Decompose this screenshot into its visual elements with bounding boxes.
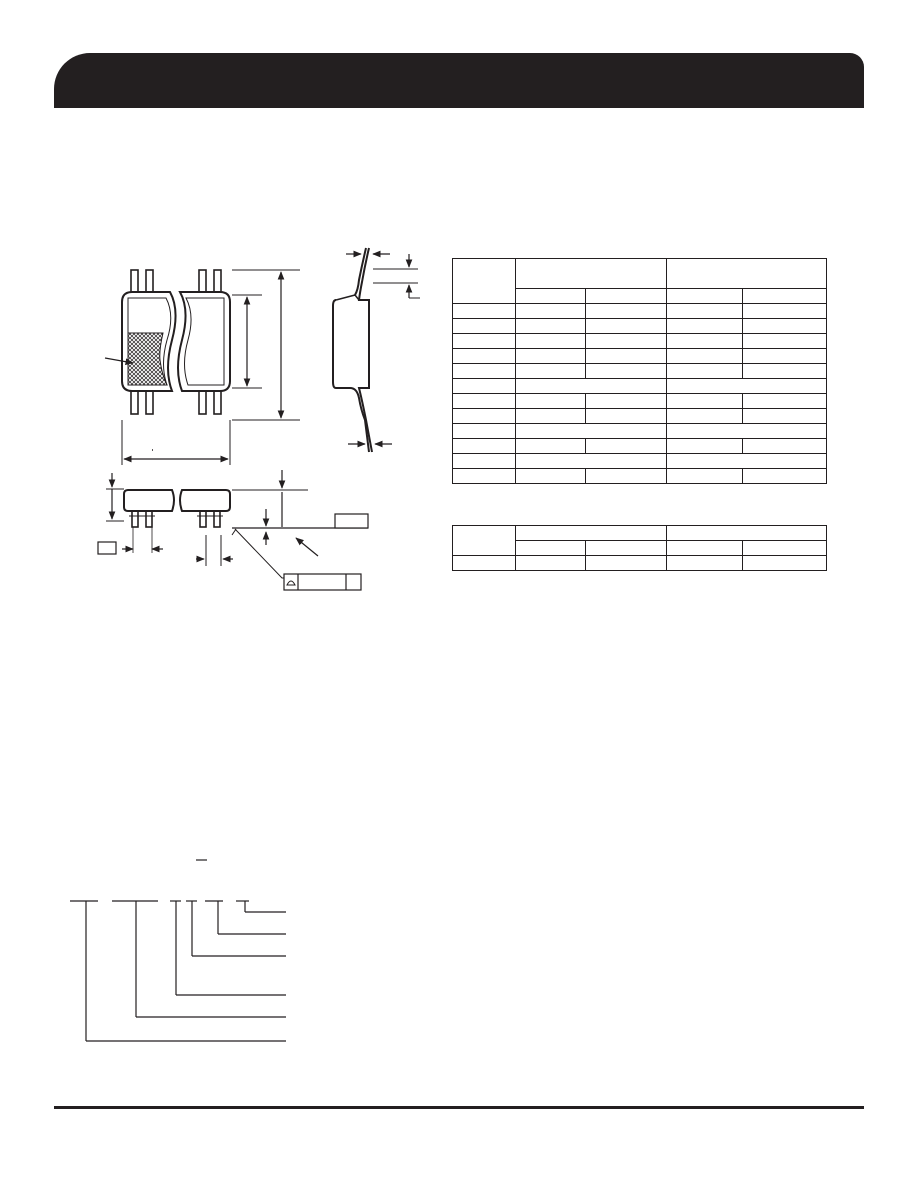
table-cell <box>453 394 516 409</box>
dimension-table <box>452 258 827 484</box>
table-sub-header <box>743 541 827 556</box>
table-row <box>453 304 827 319</box>
table-cell <box>515 409 585 424</box>
table-sub-header <box>515 541 585 556</box>
table-cell <box>667 334 743 349</box>
table-cell <box>743 439 827 454</box>
table-row <box>453 469 827 484</box>
table-cell <box>667 556 743 571</box>
table-row <box>453 334 827 349</box>
table-cell <box>453 439 516 454</box>
front-view <box>98 470 368 590</box>
table-cell <box>515 334 585 349</box>
footer-rule <box>54 1106 864 1109</box>
table-cell <box>743 556 827 571</box>
table-cell <box>515 439 585 454</box>
table-cell <box>515 394 585 409</box>
table-cell <box>743 334 827 349</box>
table-row <box>453 394 827 409</box>
table-cell <box>667 304 743 319</box>
ordering-info-tree <box>70 860 286 1041</box>
table-cell <box>453 379 516 394</box>
table-row <box>453 364 827 379</box>
table-cell <box>667 364 743 379</box>
table-sub-header <box>515 289 585 304</box>
table-cell <box>585 439 667 454</box>
table-cell <box>515 379 667 394</box>
table-col-header <box>515 259 667 289</box>
table-cell <box>585 349 667 364</box>
table-cell <box>453 304 516 319</box>
table-sub-header <box>585 541 667 556</box>
table-row <box>453 556 827 571</box>
table-cell <box>585 334 667 349</box>
table-row <box>453 319 827 334</box>
table-cell <box>515 556 585 571</box>
table-cell <box>667 454 827 469</box>
table-cell <box>743 349 827 364</box>
table-cell <box>743 409 827 424</box>
table-sub-header <box>743 289 827 304</box>
table-cell <box>585 469 667 484</box>
table-cell <box>515 424 667 439</box>
table-row <box>453 439 827 454</box>
table-cell <box>515 364 585 379</box>
table-cell <box>667 349 743 364</box>
table-cell <box>585 394 667 409</box>
table-cell <box>515 454 667 469</box>
table-row <box>453 409 827 424</box>
table-cell <box>453 364 516 379</box>
table-cell <box>585 364 667 379</box>
table-sub-header <box>585 289 667 304</box>
table-cell <box>667 409 743 424</box>
table-cell <box>515 469 585 484</box>
table-cell <box>453 424 516 439</box>
table-cell <box>515 304 585 319</box>
table-sub-header <box>667 289 743 304</box>
table-cell <box>515 349 585 364</box>
table-cell <box>667 439 743 454</box>
table-cell <box>667 319 743 334</box>
table-cell <box>585 556 667 571</box>
table-cell <box>585 304 667 319</box>
table-cell <box>667 394 743 409</box>
table-cell <box>453 409 516 424</box>
tape-table <box>452 525 827 571</box>
table-cell <box>743 304 827 319</box>
table-row <box>453 454 827 469</box>
table-col-header <box>667 259 827 289</box>
table-col-header <box>667 526 827 541</box>
table-cell <box>453 454 516 469</box>
table-cell <box>453 319 516 334</box>
table-cell <box>585 409 667 424</box>
table-cell <box>453 349 516 364</box>
table-cell <box>743 394 827 409</box>
table-sub-header <box>667 541 743 556</box>
table-cell <box>667 469 743 484</box>
table-cell <box>453 469 516 484</box>
top-view <box>105 270 300 465</box>
table-cell <box>667 379 827 394</box>
table-cell <box>743 319 827 334</box>
table-cell <box>453 556 516 571</box>
table-cell <box>667 424 827 439</box>
table-row <box>453 349 827 364</box>
table-cell <box>453 334 516 349</box>
table-cell <box>515 319 585 334</box>
table-row <box>453 379 827 394</box>
table-symbol-header <box>453 259 516 304</box>
table-cell <box>743 469 827 484</box>
table-cell <box>743 364 827 379</box>
end-view <box>333 248 420 452</box>
table-cell <box>585 319 667 334</box>
table-col-header <box>515 526 667 541</box>
table-symbol-header <box>453 526 516 556</box>
table-row <box>453 424 827 439</box>
